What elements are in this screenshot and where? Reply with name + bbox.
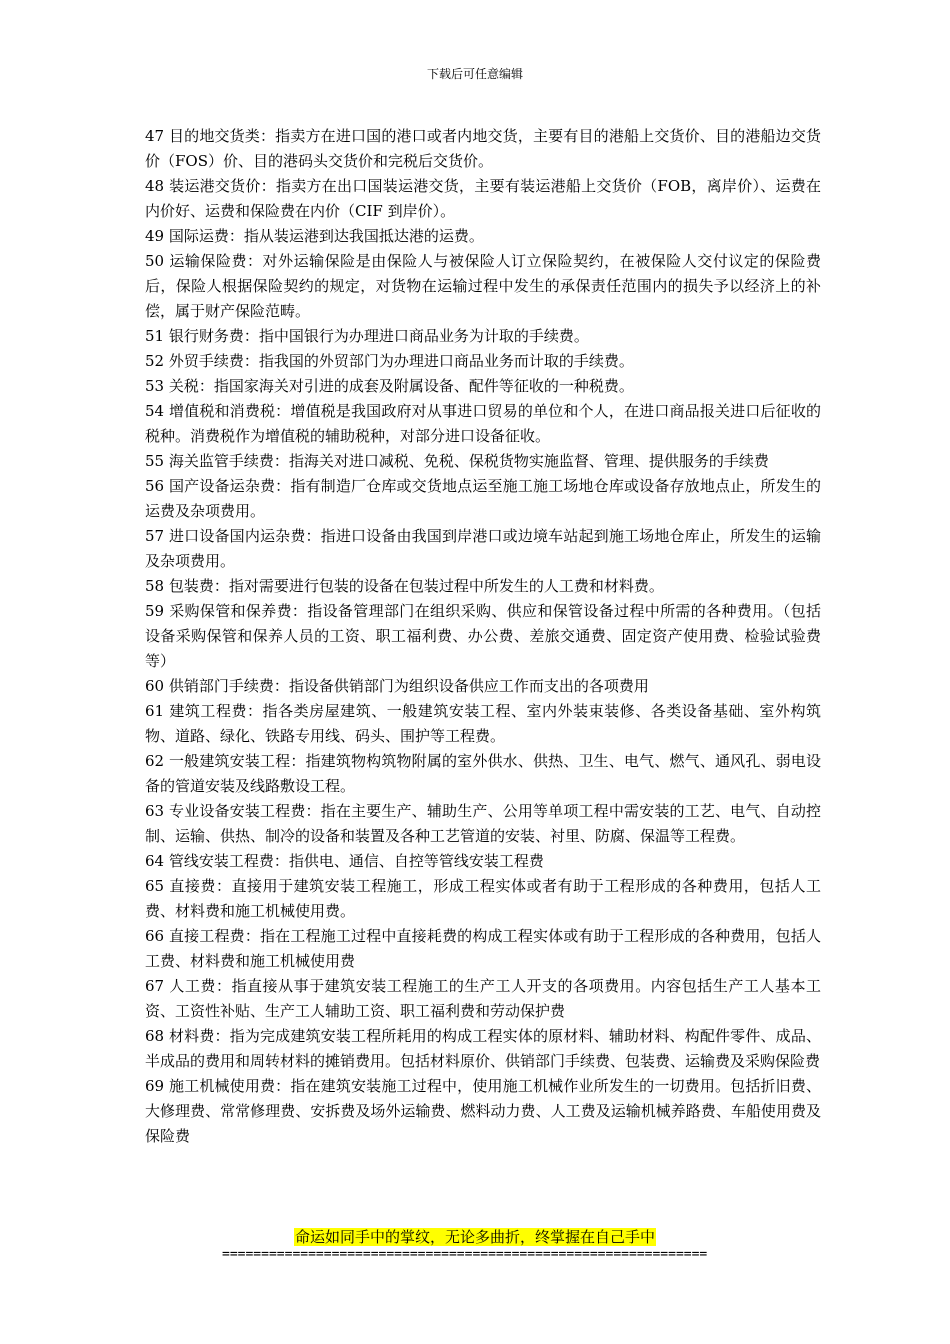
entry-57: 57 进口设备国内运杂费：指进口设备由我国到岸港口或边境车站起到施工场地仓库止，所发生的运输及杂项费用。 (145, 527, 821, 570)
entry-65: 65 直接费：直接用于建筑安装工程施工，形成工程实体或者有助于工程形成的各种费用，包括人工费、材料费和施工机械使用费。 (145, 877, 821, 920)
entry-50: 50 运输保险费：对外运输保险是由保险人与被保险人订立保险契约，在被保险人交付议定的保险费后，保险人根据保险契约的规定，对货物在运输过程中发生的承保责任范围内的损失予以经济上的补偿，属于财产保险范畴。 (145, 252, 821, 320)
entry-53: 53 关税：指国家海关对引进的成套及附属设备、配件等征收的一种税费。 (145, 377, 634, 395)
entry-67: 67 人工费：指直接从事于建筑安装工程施工的生产工人开支的各项费用。内容包括生产工人基本工资、工资性补贴、生产工人辅助工资、职工福利费和劳动保护费 (145, 977, 821, 1020)
entry-66: 66 直接工程费：指在工程施工过程中直接耗费的构成工程实体或有助于工程形成的各种费用，包括人工费、材料费和施工机械使用费 (145, 927, 821, 970)
entry-55: 55 海关监管手续费：指海关对进口减税、免税、保税货物实施监督、管理、提供服务的手续费 (145, 452, 769, 470)
entry-62: 62 一般建筑安装工程：指建筑物构筑物附属的室外供水、供热、卫生、电气、燃气、通风孔、弱电设备的管道安装及线路敷设工程。 (145, 752, 821, 795)
entry-59: 59 采购保管和保养费：指设备管理部门在组织采购、供应和保管设备过程中所需的各种费用。（包括设备采购保管和保养人员的工资、职工福利费、办公费、差旅交通费、固定资产使用费、检验试验费等） (145, 602, 821, 670)
entry-49: 49 国际运费：指从装运港到达我国抵达港的运费。 (145, 227, 484, 245)
entry-51: 51 银行财务费：指中国银行为办理进口商品业务为计取的手续费。 (145, 327, 589, 345)
entry-61: 61 建筑工程费：指各类房屋建筑、一般建筑安装工程、室内外装束装修、各类设备基础、室外构筑物、道路、绿化、铁路专用线、码头、围护等工程费。 (145, 702, 821, 745)
entry-64: 64 管线安装工程费：指供电、通信、自控等管线安装工程费 (145, 852, 544, 870)
footer-motto: 命运如同手中的掌纹，无论多曲折，终掌握在自己手中 (294, 1228, 655, 1246)
footer-motto-line (0, 1227, 950, 1247)
document-body (145, 124, 821, 1149)
entry-52: 52 外贸手续费：指我国的外贸部门为办理进口商品业务而计取的手续费。 (145, 352, 634, 370)
page-header: 下载后可任意编辑 (426, 67, 523, 81)
entry-60: 60 供销部门手续费：指设备供销部门为组织设备供应工作而支出的各项费用 (145, 677, 649, 695)
entry-48: 48 装运港交货价：指卖方在出口国装运港交货，主要有装运港船上交货价（FOB，离岸价）、运费在内价好、运费和保险费在内价（CIF 到岸价）。 (145, 177, 821, 220)
entry-58: 58 包装费：指对需要进行包装的设备在包装过程中所发生的人工费和材料费。 (145, 577, 664, 595)
entry-56: 56 国产设备运杂费：指有制造厂仓库或交货地点运至施工施工场地仓库或设备存放地点止，所发生的运费及杂项费用。 (145, 477, 821, 520)
footer-divider: ============================================================== (222, 1247, 708, 1262)
entry-69: 69 施工机械使用费：指在建筑安装施工过程中，使用施工机械作业所发生的一切费用。包括折旧费、大修理费、常常修理费、安拆费及场外运输费、燃料动力费、人工费及运输机械养路费、车船使用费及保险费 (145, 1077, 821, 1145)
entry-63: 63 专业设备安装工程费：指在主要生产、辅助生产、公用等单项工程中需安装的工艺、电气、自动控制、运输、供热、制冷的设备和装置及各种工艺管道的安装、衬里、防腐、保温等工程费。 (145, 802, 821, 845)
entry-47: 47 目的地交货类：指卖方在进口国的港口或者内地交货，主要有目的港船上交货价、目的港船边交货价（FOS）价、目的港码头交货价和完税后交货价。 (145, 127, 821, 170)
entry-68: 68 材料费：指为完成建筑安装工程所耗用的构成工程实体的原材料、辅助材料、构配件零件、成品、半成品的费用和周转材料的摊销费用。包括材料原价、供销部门手续费、包装费、运输费及采购保险费 (145, 1027, 821, 1070)
entry-54: 54 增值税和消费税：增值税是我国政府对从事进口贸易的单位和个人，在进口商品报关进口后征收的税种。消费税作为增值税的辅助税种，对部分进口设备征收。 (145, 402, 821, 445)
